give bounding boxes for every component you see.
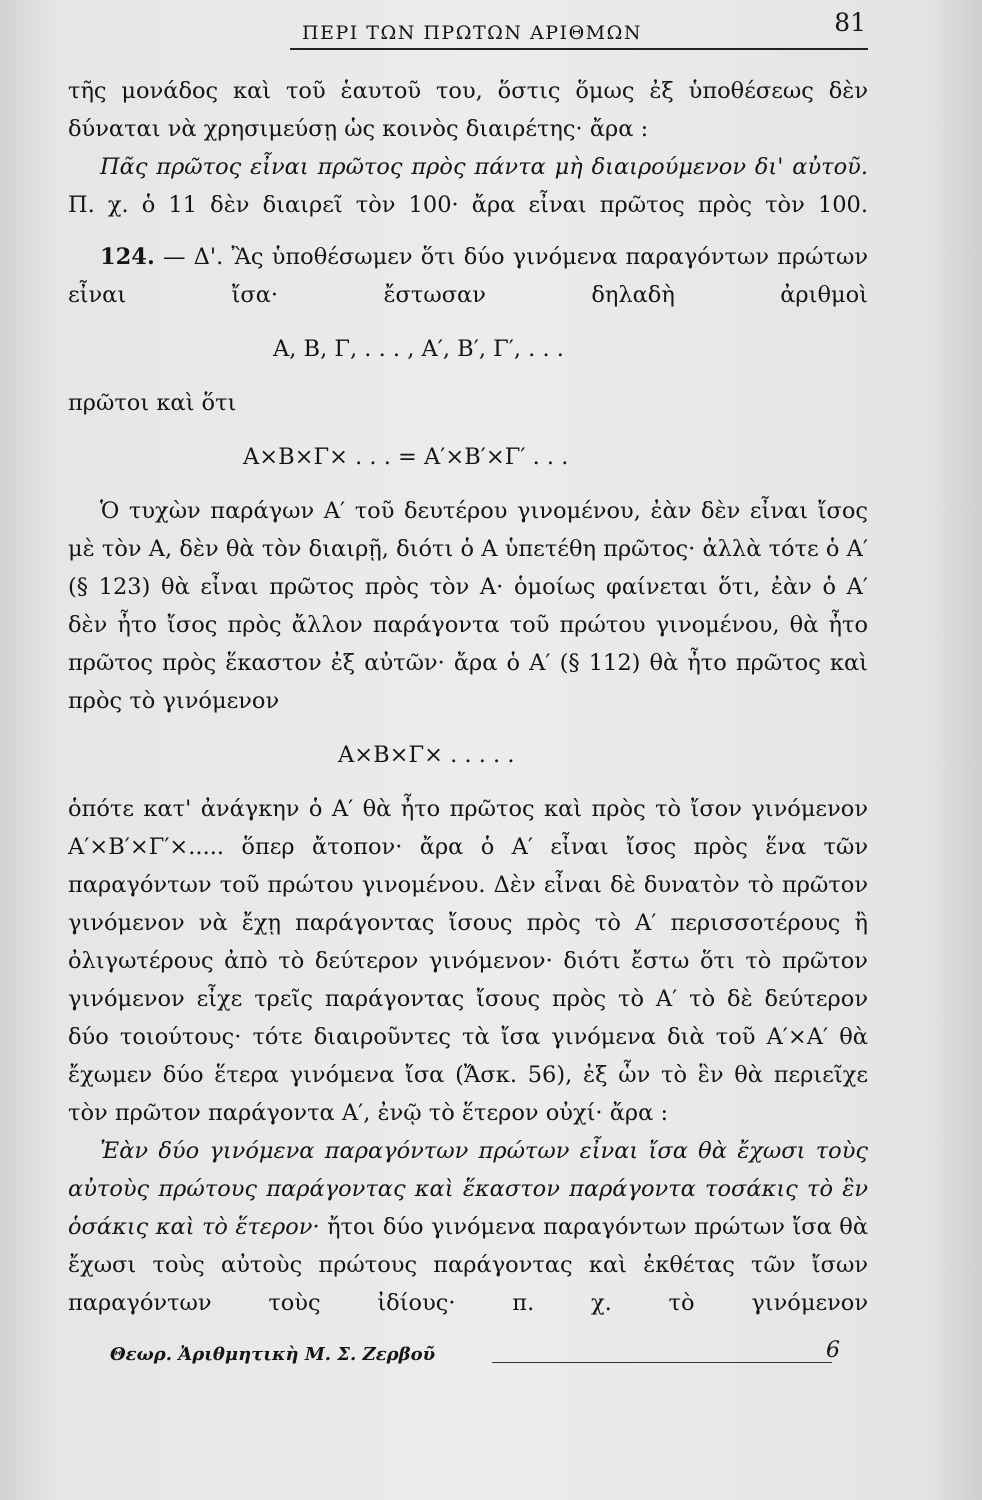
theorem-text-2: Ἐὰν δύο γινόμενα παραγόντων πρώτων εἶναι ἴσα θὰ ἔχωσι τοὺς αὐτοὺς πρώτους παράγοντας καὶ ἕκαστον παράγοντα τοσάκις τὸ ἓν ὁσάκις καὶ τὸ ἕτερον·: [68, 1138, 868, 1240]
theorem-restatement: ἤτοι δύο γινόμενα παραγόντων πρώτων ἴσα θὰ ἔχωσι τοὺς αὐτοὺς πρώτους παράγοντας καὶ ἐκθέτας τῶν ἴσων παραγόντων τοὺς ἰδίους· π. χ. τὸ γινόμενον: [68, 1214, 869, 1316]
sheet-number: 6: [826, 1338, 840, 1363]
theorem-text: Πᾶς πρῶτος εἶναι πρῶτος πρὸς πάντα μὴ διαιρούμενον δι' αὐτοῦ.: [100, 154, 868, 180]
running-title: ΠΕΡΙ ΤΩΝ ΠΡΩΤΩΝ ΑΡΙΘΜΩΝ: [302, 22, 642, 44]
page-number: 81: [834, 8, 866, 37]
equation-product: Α×Β×Γ× . . . . .: [338, 742, 515, 768]
paragraph-proof: Ὁ τυχὼν παράγων Α′ τοῦ δευτέρου γινομένου, ἐὰν δὲν εἶναι ἴσος μὲ τὸν Α, δὲν θὰ τὸν διαιρῇ, διότι ὁ Α ὑπετέθη πρῶτος· ἀλλὰ τότε ὁ Α′ (§ 123) θὰ εἶναι πρῶτος πρὸς τὸν Α· ὁμοίως φαίνεται ὅτι, ἐὰν ὁ Α′ δὲν ἦτο ἴσος πρὸς ἄλλον παράγοντα τοῦ πρώτου γινομένου, θὰ ἦτο πρῶτος πρὸς ἕκαστον ἐξ αὐτῶν· ἄρα ὁ Α′ (§ 112) θὰ ἦτο πρῶτος καὶ πρὸς τὸ γινόμενον: [68, 498, 868, 714]
theorem-statement: [68, 148, 868, 224]
page-footer: [110, 1338, 870, 1374]
page-body: [68, 72, 868, 1322]
section-124-intro: [68, 238, 868, 314]
equation-products-equal: Α×Β×Γ× . . . = Α′×Β′×Γ′ . . .: [243, 444, 569, 470]
paragraph-continuation: τῆς μονάδος καὶ τοῦ ἑαυτοῦ του, ὅστις ὅμως ἐξ ὑποθέσεως δὲν δύναται νὰ χρησιμεύσῃ ὡς κοινὸς διαιρέτης· ἄρα :: [68, 78, 868, 142]
paragraph-primes-and: πρῶτοι καὶ ὅτι: [68, 390, 237, 416]
example-text: Π. χ. ὁ 11 δὲν διαιρεῖ τὸν 100· ἄρα εἶναι πρῶτος πρὸς τὸν 100.: [68, 192, 868, 218]
printer-signature: Θεωρ. Ἀριθμητικὴ Μ. Σ. Ζερβοῦ: [110, 1344, 436, 1365]
section-number: 124.: [100, 244, 155, 270]
theorem-statement-2: [68, 1132, 868, 1322]
equation-prime-list: Α, Β, Γ, . . . , Α′, Β′, Γ′, . . .: [273, 336, 564, 362]
footer-rule: [492, 1362, 832, 1363]
paragraph-proof-continued: ὁπότε κατ' ἀνάγκην ὁ Α′ θὰ ἦτο πρῶτος καὶ πρὸς τὸ ἴσον γινόμενον Α′×Β′×Γ′×..... ὅπερ ἄτοπον· ἄρα ὁ Α′ εἶναι ἴσος πρὸς ἕνα τῶν παραγόντων τοῦ πρώτου γινομένου. Δὲν εἶναι δὲ δυνατὸν τὸ πρῶτον γινόμενον νὰ ἔχῃ παράγοντας ἴσους πρὸς τὸ Α′ περισσοτέρους ἢ ὀλιγωτέρους ἀπὸ τὸ δεύτερον γινόμενον· διότι ἔστω ὅτι τὸ πρῶτον γινόμενον εἶχε τρεῖς παράγοντας ἴσους πρὸς τὸ Α′ τὸ δὲ δεύτερον δύο τοιούτους· τότε διαιροῦντες τὰ ἴσα γινόμενα διὰ τοῦ Α′×Α′ θὰ ἔχωμεν δύο ἕτερα γινόμενα ἴσα (Ἄσκ. 56), ἐξ ὧν τὸ ἓν θὰ περιεῖχε τὸν πρῶτον παράγοντα Α′, ἐνῷ τὸ ἕτερον οὐχί· ἄρα :: [68, 796, 868, 1126]
section-intro-text: — Δ'. Ἂς ὑποθέσωμεν ὅτι δύο γινόμενα παραγόντων πρώτων εἶναι ἴσα· ἔστωσαν δηλαδὴ ἀριθμοὶ: [68, 244, 868, 308]
running-header: [290, 8, 868, 50]
